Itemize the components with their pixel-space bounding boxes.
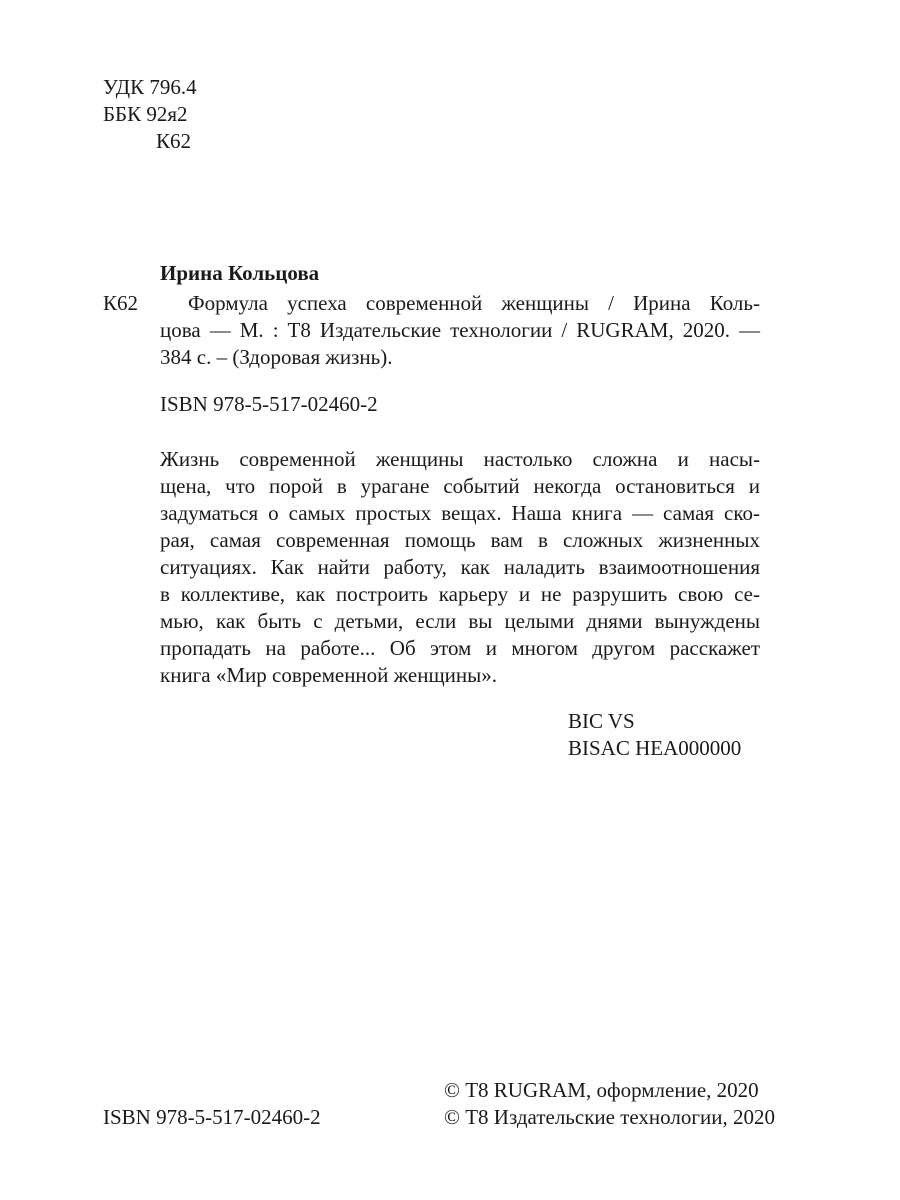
udk-code: УДК 796.4: [103, 75, 197, 99]
bbk-code: ББК 92я2: [103, 102, 188, 126]
title-line: Формула успеха современной женщины / Ирина Коль-: [188, 291, 760, 315]
footer-isbn: ISBN 978-5-517-02460-2: [103, 1105, 321, 1129]
copyright-publisher: © Т8 Издательские технологии, 2020: [444, 1105, 775, 1129]
copyright-design: © Т8 RUGRAM, оформление, 2020: [444, 1078, 759, 1102]
record-mark: К62: [103, 291, 139, 315]
annotation-line: мью, как быть с детьми, если вы целыми днями вынуждены: [160, 609, 760, 633]
author-name: Ирина Кольцова: [160, 261, 320, 285]
bisac-code: BISAC HEA000000: [568, 736, 742, 760]
annotation-line: пропадать на работе... Об этом и многом другом расскажет: [160, 636, 760, 660]
annotation-line: в коллективе, как построить карьеру и не разрушить свою се-: [160, 582, 760, 606]
bic-code: BIC VS: [568, 709, 635, 733]
isbn: ISBN 978-5-517-02460-2: [160, 392, 378, 416]
title-statement: [160, 290, 760, 371]
annotation-line: рая, самая современная помощь вам в сложных жизненных: [160, 528, 760, 552]
annotation-line: Жизнь современной женщины настолько сложна и насы-: [160, 447, 760, 471]
annotation-line: задуматься о самых простых вещах. Наша книга — самая ско-: [160, 501, 760, 525]
annotation-line: ситуациях. Как найти работу, как наладить взаимоотношения: [160, 555, 760, 579]
title-line: цова — М. : Т8 Издательские технологии / RUGRAM, 2020. —: [160, 318, 760, 342]
annotation-line: щена, что порой в урагане событий некогда остановиться и: [160, 474, 760, 498]
author-mark: К62: [156, 129, 192, 153]
annotation-line: книга «Мир современной женщины».: [160, 663, 497, 687]
annotation: [160, 446, 760, 689]
title-line: 384 с. – (Здоровая жизнь).: [160, 345, 393, 369]
